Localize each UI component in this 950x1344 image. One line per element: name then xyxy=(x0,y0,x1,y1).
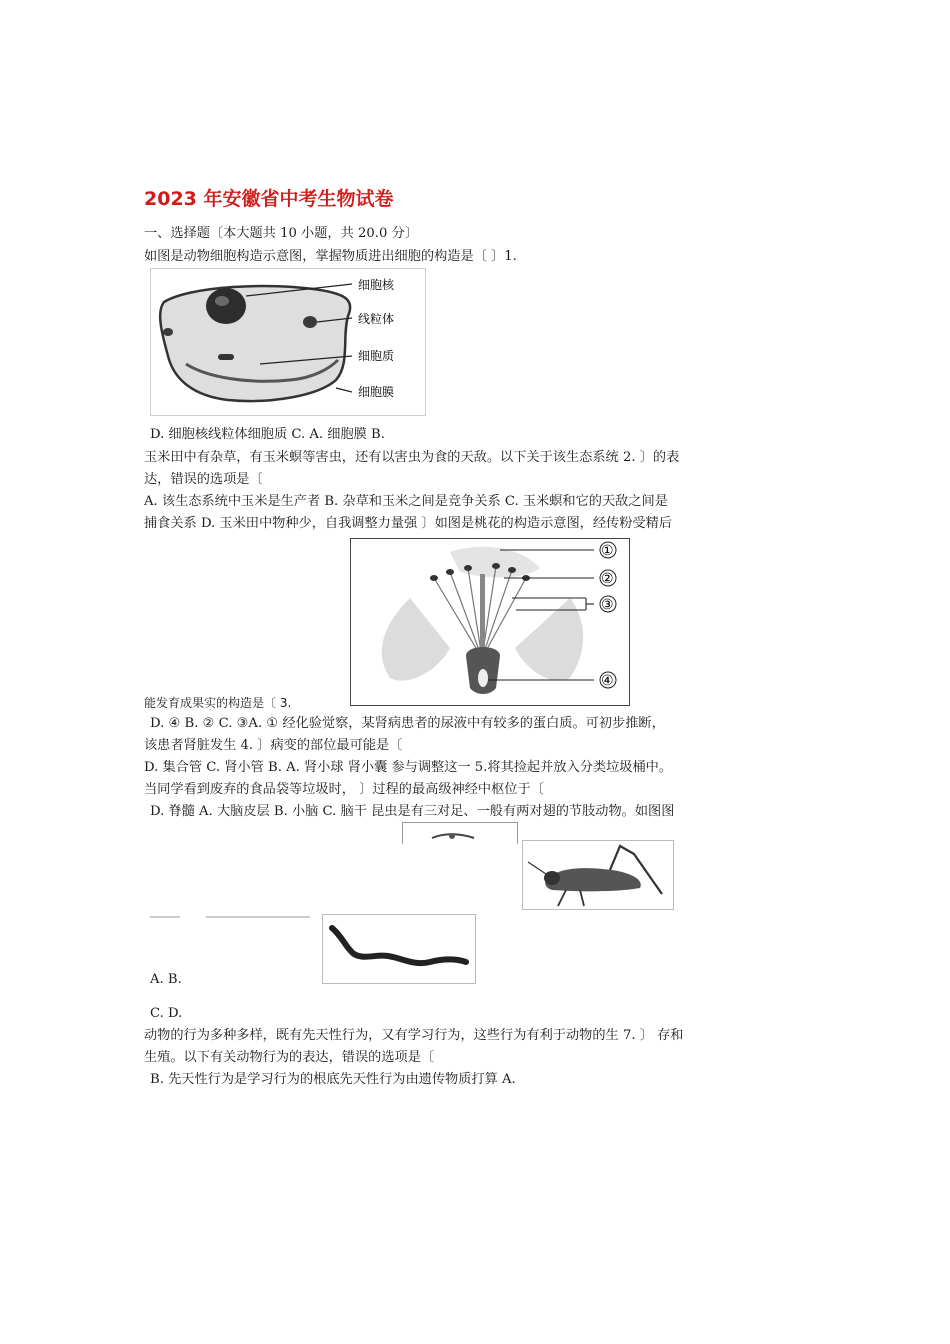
earthworm-image xyxy=(322,914,476,984)
question-7-stem-cont: 生殖。以下有关动物行为的表达，错误的选项是〔 xyxy=(144,1050,435,1065)
insect-figure-partial xyxy=(402,822,518,844)
flower-label-3: ③ xyxy=(601,597,614,613)
question-2-stem-cont: 达，错误的选项是〔 xyxy=(144,472,263,487)
faded-figure-remnant xyxy=(150,906,350,914)
question-7-stem: 动物的行为多种多样，既有先天性行为，又有学习行为，这些行为有利于动物的生 7. 〕 存和 xyxy=(144,1028,684,1043)
question-6-options-ab: A. B. xyxy=(150,972,182,987)
cell-label-nucleus: 细胞核 xyxy=(358,278,395,292)
flower-label-2: ② xyxy=(601,571,614,587)
question-1-stem: 如图是动物细胞构造示意图，掌握物质进出细胞的构造是〔 〕1. xyxy=(144,249,517,264)
grasshopper-image xyxy=(522,840,674,910)
question-5-stem: 当同学看到废弃的食品袋等垃圾时， 〕过程的最高级神经中枢位于〔 xyxy=(144,782,544,797)
section-heading: 一、选择题〔本大题共 10 小题，共 20.0 分〕 xyxy=(144,226,418,241)
question-2-options-cont: 捕食关系 D. 玉米田中物种少，自我调整力量强 〕如图是桃花的构造示意图，经传粉受精后 xyxy=(144,516,672,531)
cell-label-cytoplasm: 细胞质 xyxy=(358,349,395,363)
question-5-options: D. 脊髓 A. 大脑皮层 B. 小脑 C. 脑干 昆虫是有三对足、一般有两对翅的节肢动物。如图图 xyxy=(150,804,675,819)
cell-label-membrane: 细胞膜 xyxy=(358,385,395,399)
question-1-options: D. 细胞核线粒体细胞质 C. A. 细胞膜 B. xyxy=(150,427,385,442)
page-title: 2023 年安徽省中考生物试卷 xyxy=(144,188,394,210)
question-3-stem: 能发育成果实的构造是〔 3. xyxy=(144,696,292,710)
question-6-options-cd: C. D. xyxy=(150,1006,183,1021)
flower-label-4: ④ xyxy=(601,673,614,689)
question-4-options: D. 集合管 C. 肾小管 B. A. 肾小球 肾小囊 参与调整这一 5.将其捡起并放入分类垃圾桶中。 xyxy=(144,760,673,775)
question-2-stem: 玉米田中有杂草，有玉米螟等害虫，还有以害虫为食的天敌。以下关于该生态系统 2. 〕的表 xyxy=(144,450,680,465)
cell-diagram xyxy=(150,268,426,416)
cell-label-mitochondria: 线粒体 xyxy=(358,312,395,326)
question-2-options: A. 该生态系统中玉米是生产者 B. 杂草和玉米之间是竞争关系 C. 玉米螟和它的天敌之间是 xyxy=(144,494,668,509)
flower-label-1: ① xyxy=(601,543,614,559)
flower-diagram xyxy=(350,538,630,706)
question-7-options: B. 先天性行为是学习行为的根底先天性行为由遗传物质打算 A. xyxy=(150,1072,516,1087)
question-4-stem: 该患者肾脏发生 4. 〕病变的部位最可能是〔 xyxy=(144,738,403,753)
question-3-options: D. ④ B. ② C. ③A. ① 经化验觉察，某肾病患者的尿液中有较多的蛋白质。可初步推断， xyxy=(150,716,665,731)
